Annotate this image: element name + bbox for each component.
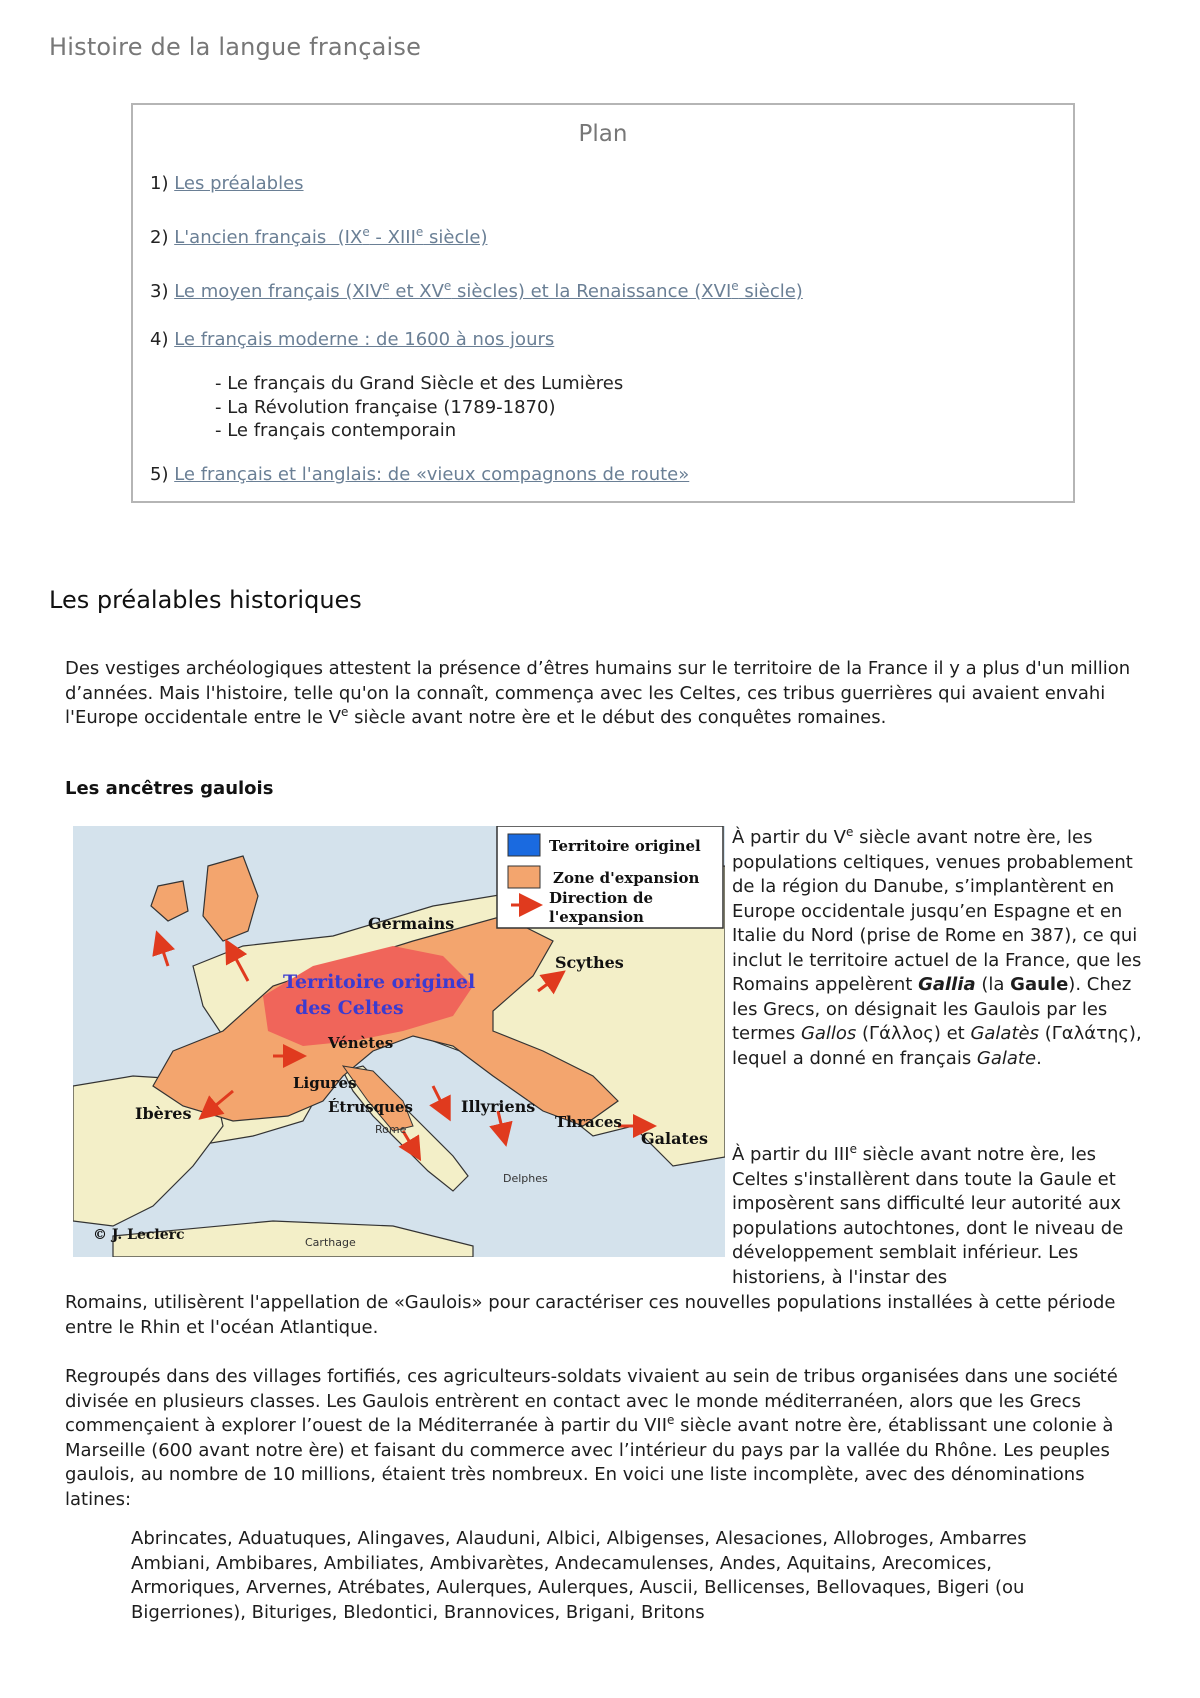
- plan-subitem: - Le français contemporain: [215, 420, 457, 441]
- plan-link-moyen-francais[interactable]: Le moyen français (XIVe et XVe siècles) et la Renaissance (XVIe siècle): [174, 279, 803, 302]
- map-label-center-2: des Celtes: [295, 997, 404, 1019]
- plan-link-francais-anglais[interactable]: Le français et l'anglais: de «vieux compagnons de route»: [174, 464, 690, 485]
- plan-item-number: 4): [150, 329, 175, 350]
- paragraph-2-continuation: Romains, utilisèrent l'appellation de «Gaulois» pour caractériser ces nouvelles populations installées à cette période entre le Rhin et l'océan Atlantique.: [65, 1292, 1116, 1338]
- plan-subitem: - La Révolution française (1789-1870): [215, 397, 556, 418]
- map-label-illyriens: Illyriens: [461, 1097, 536, 1116]
- plan-item-4: [150, 329, 554, 350]
- map-label-etrusques: Étrusques: [328, 1098, 413, 1116]
- plan-link-francais-moderne[interactable]: Le français moderne : de 1600 à nos jours: [174, 329, 555, 350]
- plan-item-number: 2): [150, 227, 175, 248]
- plan-link-ancien-francais[interactable]: L'ancien français (IXe - XIIIe siècle): [174, 225, 488, 248]
- map-copyright: © J. Leclerc: [93, 1227, 185, 1243]
- plan-item-2: [150, 227, 487, 248]
- plan-item-5: [150, 464, 689, 485]
- map-city-carthage: Carthage: [305, 1236, 356, 1249]
- section-title: Les préalables historiques: [49, 586, 362, 614]
- gaulish-peoples-list: Abrincates, Aduatuques, Alingaves, Alauduni, Albici, Albigenses, Alesaciones, Allobroges, Ambarres Ambiani, Ambibares, Ambiliates, Ambivarètes, Andecamulenses, Andes, Aquitains, Arecomices, Armoriques, Arvernes, Atrébates, Aulerques, Aulerques, Auscii, Bellicenses, Bellovaques, Bigeri (ou Bigerriones), Bituriges, Bledontici, Brannovices, Brigani, Britons: [131, 1528, 1027, 1623]
- legend-label-direction-2: l'expansion: [549, 908, 644, 926]
- plan-item-1: [150, 173, 304, 194]
- side-paragraph-1: À partir du Ve siècle avant notre ère, les populations celtiques, venues probablement de la région du Danube, s’implantèrent en Europe occidentale jusqu’en Espagne et en Italie du Nord (prise de Rome en 387), ce qui inclut le territoire actuel de la France, que les Romains appelèrent Gallia (la Gaule). Chez les Grecs, on désignait les Gaulois par les termes Gallos (Γάλλος) et Galatès (Γαλάτης), lequel a donné en français Galate.: [732, 825, 1142, 1069]
- legend-label-expansion: Zone d'expansion: [553, 869, 700, 887]
- map-city-delphes: Delphes: [503, 1172, 548, 1185]
- legend-label-original: Territoire originel: [549, 837, 701, 855]
- legend-label-direction: Direction de: [549, 889, 654, 907]
- document-title: Histoire de la langue française: [49, 33, 422, 61]
- legend-swatch-original: [508, 834, 540, 856]
- map-label-scythes: Scythes: [555, 953, 624, 972]
- legend-swatch-expansion: [508, 866, 540, 888]
- plan-item-number: 5): [150, 464, 175, 485]
- plan-box: [131, 103, 1075, 503]
- subheading-ancetres-gaulois: Les ancêtres gaulois: [65, 778, 274, 799]
- plan-item-3: [150, 281, 803, 302]
- plan-title: Plan: [578, 121, 628, 147]
- plan-item-number: 3): [150, 281, 175, 302]
- side-paragraph-2: À partir du IIIe siècle avant notre ère, les Celtes s'installèrent dans toute la Gaule et imposèrent sans difficulté leur autorité aux populations autochtones, dont le niveau de développement semblait inférieur. Les historiens, à l'instar des: [732, 1142, 1124, 1288]
- paragraph-3: Regroupés dans des villages fortifiés, ces agriculteurs-soldats vivaient au sein de tribus organisées dans une société divisée en plusieurs classes. Les Gaulois entrèrent en contact avec le monde méditerranéen, alors que les Grecs commençaient à explorer l’ouest de la Méditerranée à partir du VIIe siècle avant notre ère, établissant une colonie à Marseille (600 avant notre ère) et faisant du commerce avec l’intérieur du pays par la vallée du Rhône. Les peuples gaulois, au nombre de 10 millions, étaient très nombreux. En voici une liste incomplète, avec des dénominations latines:: [65, 1366, 1118, 1510]
- map-label-galates: Galates: [641, 1129, 709, 1148]
- map-city-rome: Rome: [375, 1123, 407, 1136]
- map-label-center-1: Territoire originel: [283, 971, 476, 993]
- plan-subitem: - Le français du Grand Siècle et des Lumières: [215, 373, 624, 394]
- map-label-germains: Germains: [368, 914, 455, 933]
- plan-item-number: 1): [150, 173, 175, 194]
- map-label-thraces: Thraces: [555, 1113, 622, 1131]
- map-label-venetes: Vénètes: [328, 1034, 394, 1052]
- map-label-ligures: Ligures: [293, 1074, 357, 1092]
- celtic-expansion-map: [73, 826, 725, 1257]
- plan-link-prealables[interactable]: Les préalables: [174, 173, 304, 194]
- intro-paragraph: Des vestiges archéologiques attestent la présence d’êtres humains sur le territoire de la France il y a plus d'un million d’années. Mais l'histoire, telle qu'on la connaît, commença avec les Celtes, ces tribus guerrières qui avaient envahi l'Europe occidentale entre le Ve siècle avant notre ère et le début des conquêtes romaines.: [65, 658, 1131, 728]
- map-label-iberes: Ibères: [135, 1104, 192, 1123]
